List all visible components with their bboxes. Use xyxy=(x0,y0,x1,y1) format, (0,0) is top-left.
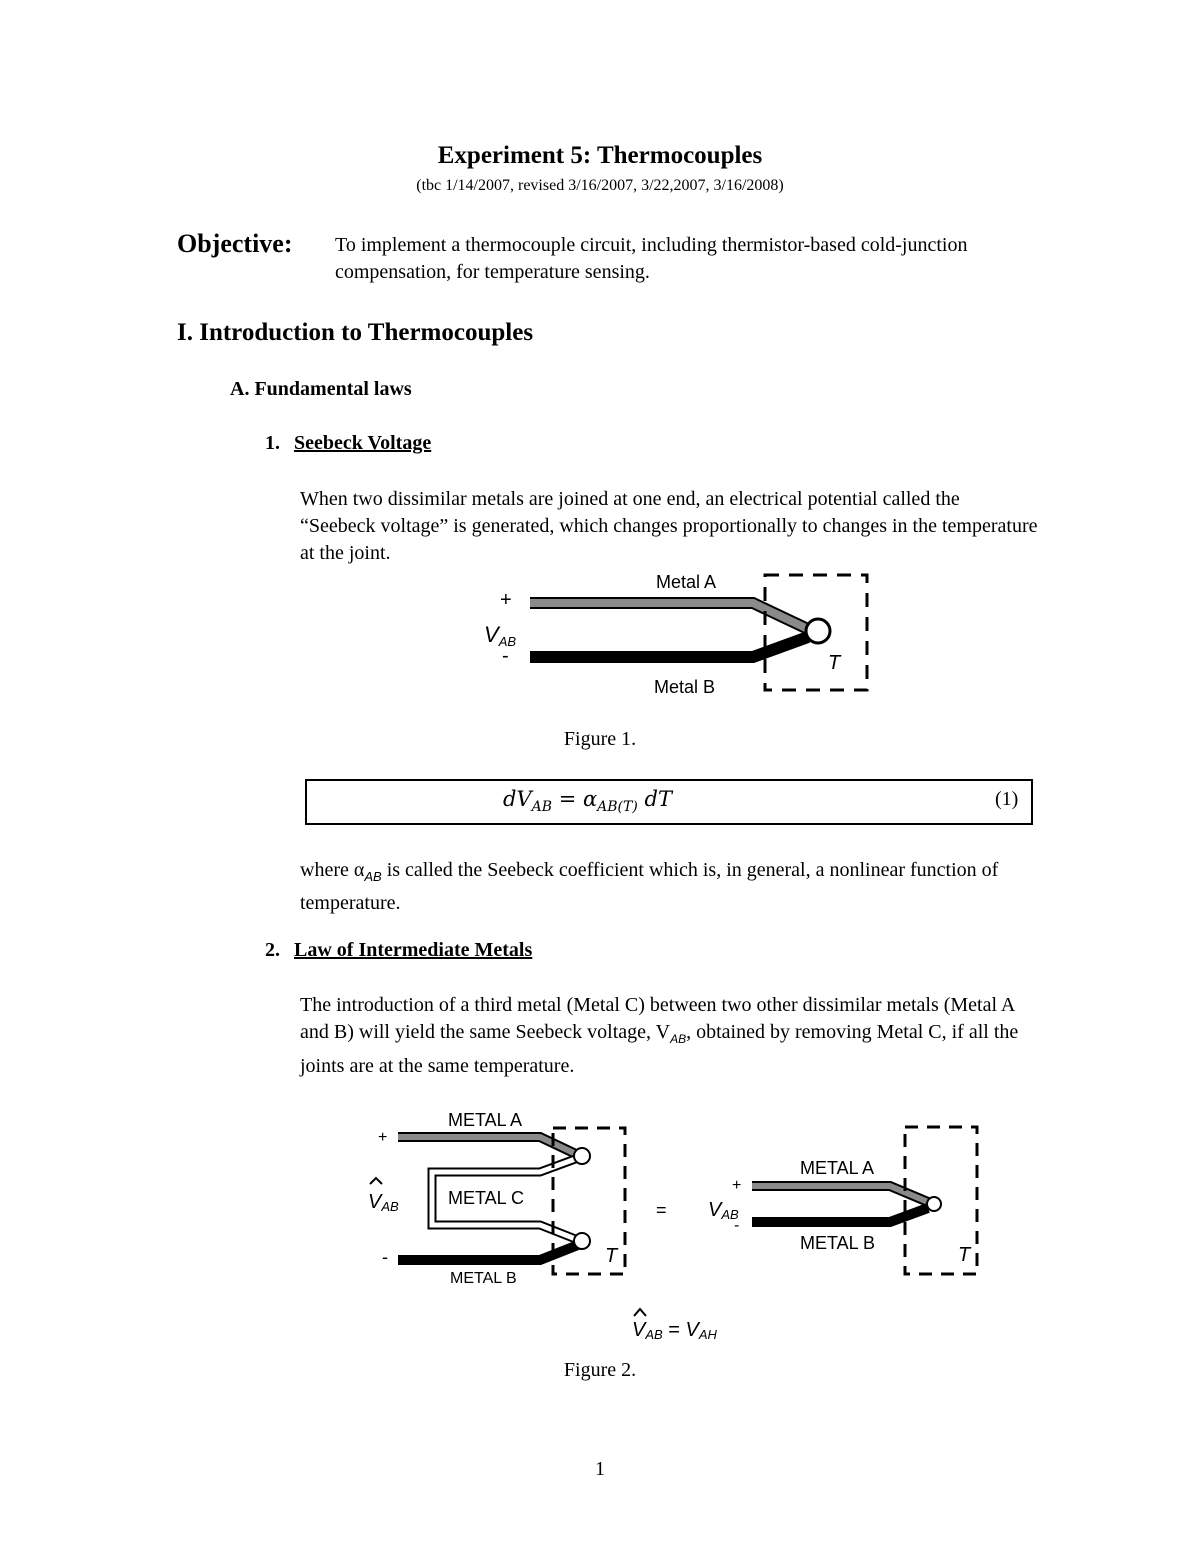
right-junction xyxy=(927,1197,941,1211)
left-vab-sub: AB xyxy=(381,1199,399,1214)
figure-2-caption: Figure 2. xyxy=(563,1359,637,1381)
right-vab-label xyxy=(708,1199,739,1222)
figure-2-right xyxy=(708,1127,977,1274)
left-hat-icon xyxy=(370,1178,382,1184)
plus-sign: + xyxy=(500,589,512,611)
page-number: 1 xyxy=(595,1458,605,1480)
figure-1-diagram xyxy=(470,565,890,705)
bottom-v2-sub: AH xyxy=(698,1327,717,1342)
bottom-v2: V xyxy=(685,1319,699,1341)
item-number: 2. xyxy=(265,939,280,961)
section-heading: I. Introduction to Thermocouples xyxy=(177,319,534,346)
figure-1-caption: Figure 1. xyxy=(563,728,637,750)
figure-2-diagram xyxy=(350,1100,1010,1360)
vab-v: V xyxy=(484,622,499,647)
right-metal-a-wire xyxy=(752,1186,928,1202)
junction-circle xyxy=(806,619,830,643)
seebeck-coefficient-paragraph xyxy=(300,857,1040,917)
bottom-v1-sub: AB xyxy=(645,1327,663,1342)
subsection-heading: A. Fundamental laws xyxy=(230,378,412,400)
where-post: is called the Seebeck coefficient which is, in general, a nonlinear function of temperature. xyxy=(300,859,999,914)
intermediate-metals-paragraph xyxy=(300,992,1040,1080)
left-vab-v: V xyxy=(368,1191,382,1213)
bottom-eq: = xyxy=(662,1319,686,1341)
right-plus-sign: + xyxy=(732,1177,742,1194)
left-temperature-label: T xyxy=(605,1245,618,1267)
item-heading-seebeck xyxy=(265,432,431,455)
figure-2-equation xyxy=(632,1309,717,1342)
right-metal-a-label: METAL A xyxy=(800,1158,875,1178)
figure-2-left xyxy=(368,1110,625,1287)
right-temperature-label: T xyxy=(958,1244,971,1266)
item-title: Law of Intermediate Metals xyxy=(294,939,533,961)
temperature-label: T xyxy=(828,652,841,674)
vab-label xyxy=(484,622,516,649)
bottom-hat-icon xyxy=(634,1309,646,1316)
left-junction-bottom xyxy=(574,1233,590,1249)
seebeck-paragraph: When two dissimilar metals are joined at one end, an electrical potential called the “Seebeck voltage” is generated, which changes proportionally to changes in the temperature at the joint. xyxy=(300,488,1038,564)
metal-b-label: Metal B xyxy=(654,677,716,697)
left-metal-b-wire xyxy=(398,1245,578,1260)
left-metal-b-label: METAL B xyxy=(450,1270,517,1287)
left-vab-label xyxy=(368,1191,399,1214)
page-title: Experiment 5: Thermocouples xyxy=(437,142,763,169)
vab-sub: AB xyxy=(498,634,517,649)
right-metal-b-label: METAL B xyxy=(800,1233,876,1253)
item-title: Seebeck Voltage xyxy=(294,432,432,454)
eq-rhs-sub: AB(T) xyxy=(597,799,638,816)
item-heading-intermediate-metals xyxy=(265,939,532,962)
eq-alpha: = α xyxy=(552,787,598,811)
left-minus-sign: - xyxy=(382,1247,388,1267)
objective-text: To implement a thermocouple circuit, including thermistor-based cold-junction compensation, for temperature sensing. xyxy=(335,234,968,283)
eq-dt: dT xyxy=(637,787,672,811)
item-number: 1. xyxy=(265,432,280,454)
where-sub: AB xyxy=(364,869,382,884)
eq-lhs-sub: AB xyxy=(531,799,553,816)
objective-label: Objective: xyxy=(177,229,293,258)
right-vab-v: V xyxy=(708,1199,722,1221)
right-vab-sub: AB xyxy=(721,1207,739,1222)
left-junction-top xyxy=(574,1148,590,1164)
equals-sign: = xyxy=(656,1200,667,1220)
where-pre: where α xyxy=(300,859,365,881)
bottom-v1: V xyxy=(632,1319,646,1341)
minus-sign: - xyxy=(502,645,509,667)
intermediate-pre: The introduction of a third metal (Metal C) between two other dissimilar metals (Metal A and B) will yield the same Seebeck voltage, V xyxy=(300,994,1015,1043)
metal-a-label: Metal A xyxy=(656,572,717,592)
left-plus-sign: + xyxy=(378,1129,388,1146)
intermediate-sub: AB xyxy=(670,1032,687,1046)
left-metal-c-label: METAL C xyxy=(448,1188,525,1208)
revision-dates: (tbc 1/14/2007, revised 3/16/2007, 3/22,2007, 3/16/2008) xyxy=(416,177,784,194)
eq-lhs: dV xyxy=(503,787,532,811)
equation-1 xyxy=(503,787,672,815)
bottom-equation xyxy=(632,1319,717,1342)
equation-number: (1) xyxy=(995,788,1019,810)
right-metal-b-wire xyxy=(752,1208,928,1222)
right-minus-sign: - xyxy=(734,1217,740,1234)
intermediate-post: , obtained by removing Metal C, if all the joints are at the same temperature. xyxy=(300,1021,1019,1077)
left-metal-a-label: METAL A xyxy=(448,1110,523,1130)
